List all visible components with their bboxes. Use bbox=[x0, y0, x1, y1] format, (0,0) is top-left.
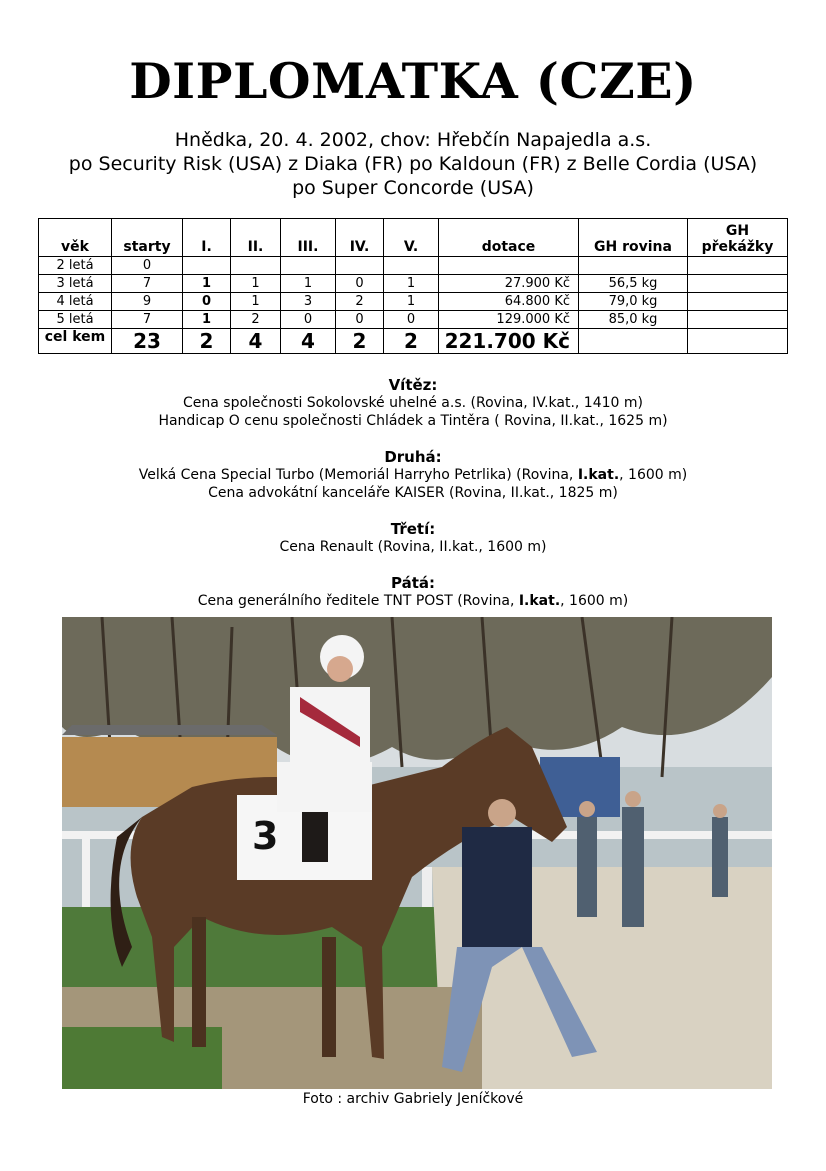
col-header-earnings: dotace bbox=[439, 219, 579, 257]
cell-total-first: 2 bbox=[183, 329, 231, 354]
col-header-gh-jump: GH překážky bbox=[688, 219, 788, 257]
cell-fifth: 0 bbox=[384, 311, 439, 329]
race-line: Cena advokátní kanceláře KAISER (Rovina, II.kat., 1825 m) bbox=[208, 485, 618, 501]
second-place-heading: Druhá: bbox=[384, 448, 442, 466]
table-header-row bbox=[39, 219, 788, 257]
col-header-gh-flat: GH rovina bbox=[579, 219, 688, 257]
cell-starts: 7 bbox=[112, 311, 183, 329]
cell-age: 2 letá bbox=[39, 257, 112, 275]
cell-total-starts: 23 bbox=[112, 329, 183, 354]
race-category-bold: I.kat. bbox=[577, 467, 620, 483]
cell-total-label: cel kem bbox=[39, 329, 112, 354]
wins-section bbox=[0, 376, 826, 430]
fifth-place-section bbox=[0, 574, 826, 610]
cell-first: 0 bbox=[183, 293, 231, 311]
cell-gh-jump bbox=[688, 311, 788, 329]
race-text: Velká Cena Special Turbo (Memoriál Harryho Petrlika) (Rovina, bbox=[138, 467, 578, 483]
birth-breeder-line: Hnědka, 20. 4. 2002, chov: Hřebčín Napajedla a.s. bbox=[174, 129, 652, 151]
table-total-row bbox=[39, 329, 788, 354]
cell-third bbox=[281, 257, 336, 275]
table-row bbox=[39, 257, 788, 275]
racing-record-table bbox=[38, 218, 788, 354]
table-row bbox=[39, 293, 788, 311]
cell-fourth bbox=[336, 257, 384, 275]
cell-third: 1 bbox=[281, 275, 336, 293]
cell-first: 1 bbox=[183, 311, 231, 329]
cell-gh-flat bbox=[579, 257, 688, 275]
saddle-number: 3 bbox=[252, 814, 279, 858]
cell-first bbox=[183, 257, 231, 275]
third-place-section bbox=[0, 520, 826, 556]
race-line: Handicap O cenu společnosti Chládek a Tintěra ( Rovina, II.kat., 1625 m) bbox=[158, 413, 668, 429]
col-header-second: II. bbox=[231, 219, 281, 257]
cell-earnings: 64.800 Kč bbox=[439, 293, 579, 311]
cell-gh-jump bbox=[688, 257, 788, 275]
wins-heading: Vítěz: bbox=[388, 376, 438, 394]
cell-fourth: 2 bbox=[336, 293, 384, 311]
cell-first: 1 bbox=[183, 275, 231, 293]
cell-fourth: 0 bbox=[336, 311, 384, 329]
race-results bbox=[0, 376, 826, 628]
horse-name-title: DIPLOMATKA (CZE) bbox=[129, 52, 697, 110]
pedigree-line: po Security Risk (USA) z Diaka (FR) po Kaldoun (FR) z Belle Cordia (USA) bbox=[68, 153, 758, 175]
table-row bbox=[39, 275, 788, 293]
cell-age: 4 letá bbox=[39, 293, 112, 311]
fifth-place-heading: Pátá: bbox=[390, 574, 435, 592]
table-row bbox=[39, 311, 788, 329]
cell-fifth: 1 bbox=[384, 293, 439, 311]
cell-total-gh-flat bbox=[579, 329, 688, 354]
race-line: Cena Renault (Rovina, II.kat., 1600 m) bbox=[279, 539, 547, 555]
cell-gh-flat: 85,0 kg bbox=[579, 311, 688, 329]
race-category-bold: I.kat. bbox=[518, 593, 561, 609]
cell-starts: 7 bbox=[112, 275, 183, 293]
third-place-heading: Třetí: bbox=[390, 520, 436, 538]
second-place-section bbox=[0, 448, 826, 502]
cell-fifth bbox=[384, 257, 439, 275]
cell-starts: 9 bbox=[112, 293, 183, 311]
col-header-age: věk bbox=[39, 219, 112, 257]
cell-earnings bbox=[439, 257, 579, 275]
cell-second bbox=[231, 257, 281, 275]
cell-gh-flat: 79,0 kg bbox=[579, 293, 688, 311]
col-header-fifth: V. bbox=[384, 219, 439, 257]
race-text: Cena generálního ředitele TNT POST (Rovina, bbox=[197, 593, 519, 609]
cell-third: 3 bbox=[281, 293, 336, 311]
col-header-fourth: IV. bbox=[336, 219, 384, 257]
race-line: Cena společnosti Sokolovské uhelné a.s. (Rovina, IV.kat., 1410 m) bbox=[182, 395, 643, 411]
race-text: , 1600 m) bbox=[560, 593, 629, 609]
cell-total-second: 4 bbox=[231, 329, 281, 354]
cell-fifth: 1 bbox=[384, 275, 439, 293]
race-text: , 1600 m) bbox=[619, 467, 688, 483]
cell-second: 2 bbox=[231, 311, 281, 329]
col-header-third: III. bbox=[281, 219, 336, 257]
cell-second: 1 bbox=[231, 293, 281, 311]
horse-photo bbox=[62, 617, 772, 1089]
col-header-starts: starty bbox=[112, 219, 183, 257]
cell-earnings: 129.000 Kč bbox=[439, 311, 579, 329]
race-line bbox=[0, 592, 826, 610]
cell-gh-flat: 56,5 kg bbox=[579, 275, 688, 293]
cell-total-gh-jump bbox=[688, 329, 788, 354]
col-header-first: I. bbox=[183, 219, 231, 257]
cell-earnings: 27.900 Kč bbox=[439, 275, 579, 293]
cell-age: 3 letá bbox=[39, 275, 112, 293]
cell-fourth: 0 bbox=[336, 275, 384, 293]
cell-total-third: 4 bbox=[281, 329, 336, 354]
cell-starts: 0 bbox=[112, 257, 183, 275]
cell-total-fifth: 2 bbox=[384, 329, 439, 354]
cell-total-fourth: 2 bbox=[336, 329, 384, 354]
cell-third: 0 bbox=[281, 311, 336, 329]
cell-gh-jump bbox=[688, 275, 788, 293]
pedigree-block bbox=[0, 128, 826, 200]
pedigree-line-continued: po Super Concorde (USA) bbox=[292, 177, 534, 199]
cell-age: 5 letá bbox=[39, 311, 112, 329]
photo-caption: Foto : archiv Gabriely Jeníčkové bbox=[302, 1091, 524, 1107]
cell-second: 1 bbox=[231, 275, 281, 293]
cell-gh-jump bbox=[688, 293, 788, 311]
cell-total-earnings: 221.700 Kč bbox=[439, 329, 579, 354]
race-line bbox=[0, 466, 826, 484]
